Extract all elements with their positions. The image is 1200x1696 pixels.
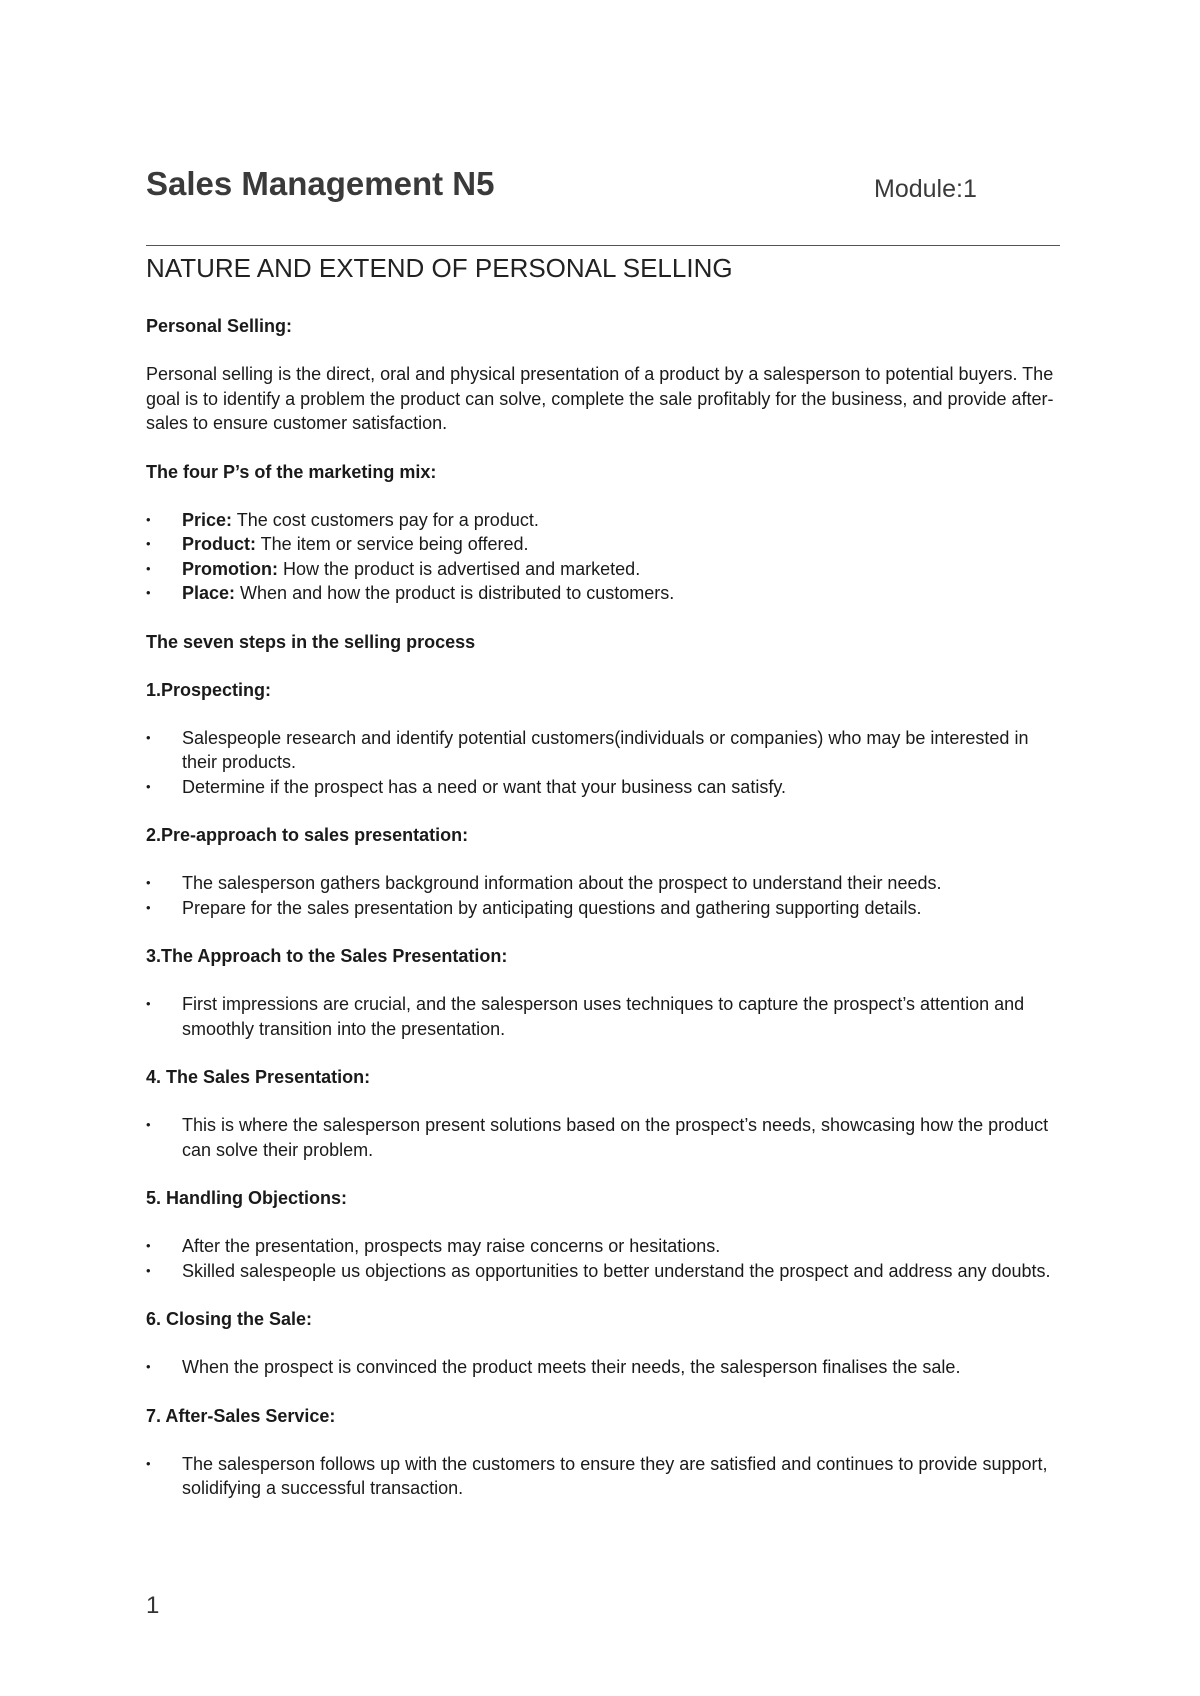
step-bullets (146, 1234, 1066, 1283)
list-item-term: Price: (182, 509, 233, 530)
bullet-icon: • (146, 1359, 151, 1374)
list-item-text: The salesperson follows up with the customers to ensure they are satisfied and continues to provide support, solidifying a successful transaction. (182, 1453, 1048, 1498)
step-bullets (146, 871, 1066, 920)
four-ps-heading: The four P’s of the marketing mix: (146, 461, 437, 482)
step-bullets (146, 992, 1066, 1041)
page-number: 1 (146, 1592, 160, 1619)
list-item-term: Product: (182, 534, 256, 554)
list-item (146, 871, 1066, 896)
bullet-icon: • (146, 585, 151, 600)
list-item-term: Promotion: (182, 558, 278, 579)
list-item (146, 508, 1066, 533)
step-heading: 2.Pre-approach to sales presentation: (146, 825, 469, 845)
list-item (146, 1259, 1066, 1284)
list-item (146, 1355, 1066, 1380)
step-heading: 5. Handling Objections: (146, 1188, 348, 1208)
list-item-text: Skilled salespeople us objections as opportunities to better understand the prospect and address any doubts. (182, 1260, 1051, 1281)
step-heading: 1.Prospecting: (146, 679, 272, 700)
list-item (146, 1234, 1066, 1259)
list-item (146, 557, 1066, 582)
list-item (146, 1452, 1066, 1501)
list-item (146, 1113, 1066, 1162)
list-item-text: First impressions are crucial, and the salesperson uses techniques to capture the prospect’s attention and smoothly transition into the presentation. (182, 994, 1025, 1039)
bullet-icon: • (146, 1262, 151, 1278)
step-bullets (146, 726, 1066, 800)
header-divider (146, 245, 1060, 246)
list-item-text: Salespeople research and identify potential customers(individuals or companies) who may be interested in their products. (182, 727, 1029, 772)
step-heading: 4. The Sales Presentation: (146, 1067, 371, 1087)
document-title: Sales Management N5 (146, 165, 495, 202)
bullet-icon: • (146, 875, 151, 890)
bullet-icon: • (146, 1238, 151, 1253)
list-item-text: When and how the product is distributed to customers. (235, 583, 675, 603)
step-heading: 3.The Approach to the Sales Presentation: (146, 946, 508, 966)
bullet-icon: • (146, 1455, 151, 1471)
bullet-icon: • (146, 729, 151, 745)
personal-selling-heading: Personal Selling: (146, 316, 293, 336)
personal-selling-paragraph: Personal selling is the direct, oral and physical presentation of a product by a salesperson to potential buyers. The goal is to identify a problem the product can solve, complete the sale profitably for the business, and provide after-sales to ensure customer satisfaction. (146, 364, 1054, 433)
module-label: Module:1 (874, 175, 977, 203)
list-item (146, 532, 1066, 557)
list-item-text: When the prospect is convinced the product meets their needs, the salesperson finalises the sale. (182, 1357, 961, 1377)
four-ps-list (146, 508, 1066, 606)
list-item-text: Determine if the prospect has a need or want that your business can satisfy. (182, 776, 786, 797)
bullet-icon: • (146, 996, 151, 1011)
bullet-icon: • (146, 899, 151, 915)
list-item-term: Place: (182, 583, 236, 603)
step-bullets (146, 1355, 1066, 1380)
page-header (146, 165, 1060, 221)
step-heading: 7. After-Sales Service: (146, 1405, 336, 1426)
seven-steps-heading: The seven steps in the selling process (146, 631, 476, 652)
list-item-text: After the presentation, prospects may raise concerns or hesitations. (182, 1236, 721, 1256)
bullet-icon: • (146, 536, 151, 551)
step-bullets (146, 1452, 1066, 1501)
section-title: NATURE AND EXTEND OF PERSONAL SELLING (146, 253, 733, 283)
step-heading: 6. Closing the Sale: (146, 1309, 313, 1329)
list-item-text: The salesperson gathers background information about the prospect to understand their needs. (182, 873, 942, 893)
list-item-text: Prepare for the sales presentation by anticipating questions and gathering supporting details. (182, 897, 922, 918)
list-item (146, 726, 1066, 775)
list-item (146, 775, 1066, 800)
bullet-icon: • (146, 778, 151, 794)
document-body (146, 252, 1066, 1501)
bullet-icon: • (146, 560, 151, 576)
list-item-text: The cost customers pay for a product. (232, 509, 539, 530)
list-item-text: How the product is advertised and marketed. (278, 558, 641, 579)
list-item (146, 896, 1066, 921)
list-item (146, 992, 1066, 1041)
list-item-text: This is where the salesperson present solutions based on the prospect’s needs, showcasing how the product can solve their problem. (182, 1115, 1049, 1160)
list-item-text: The item or service being offered. (256, 534, 529, 554)
bullet-icon: • (146, 511, 151, 527)
step-bullets (146, 1113, 1066, 1162)
bullet-icon: • (146, 1117, 151, 1132)
list-item (146, 581, 1066, 606)
